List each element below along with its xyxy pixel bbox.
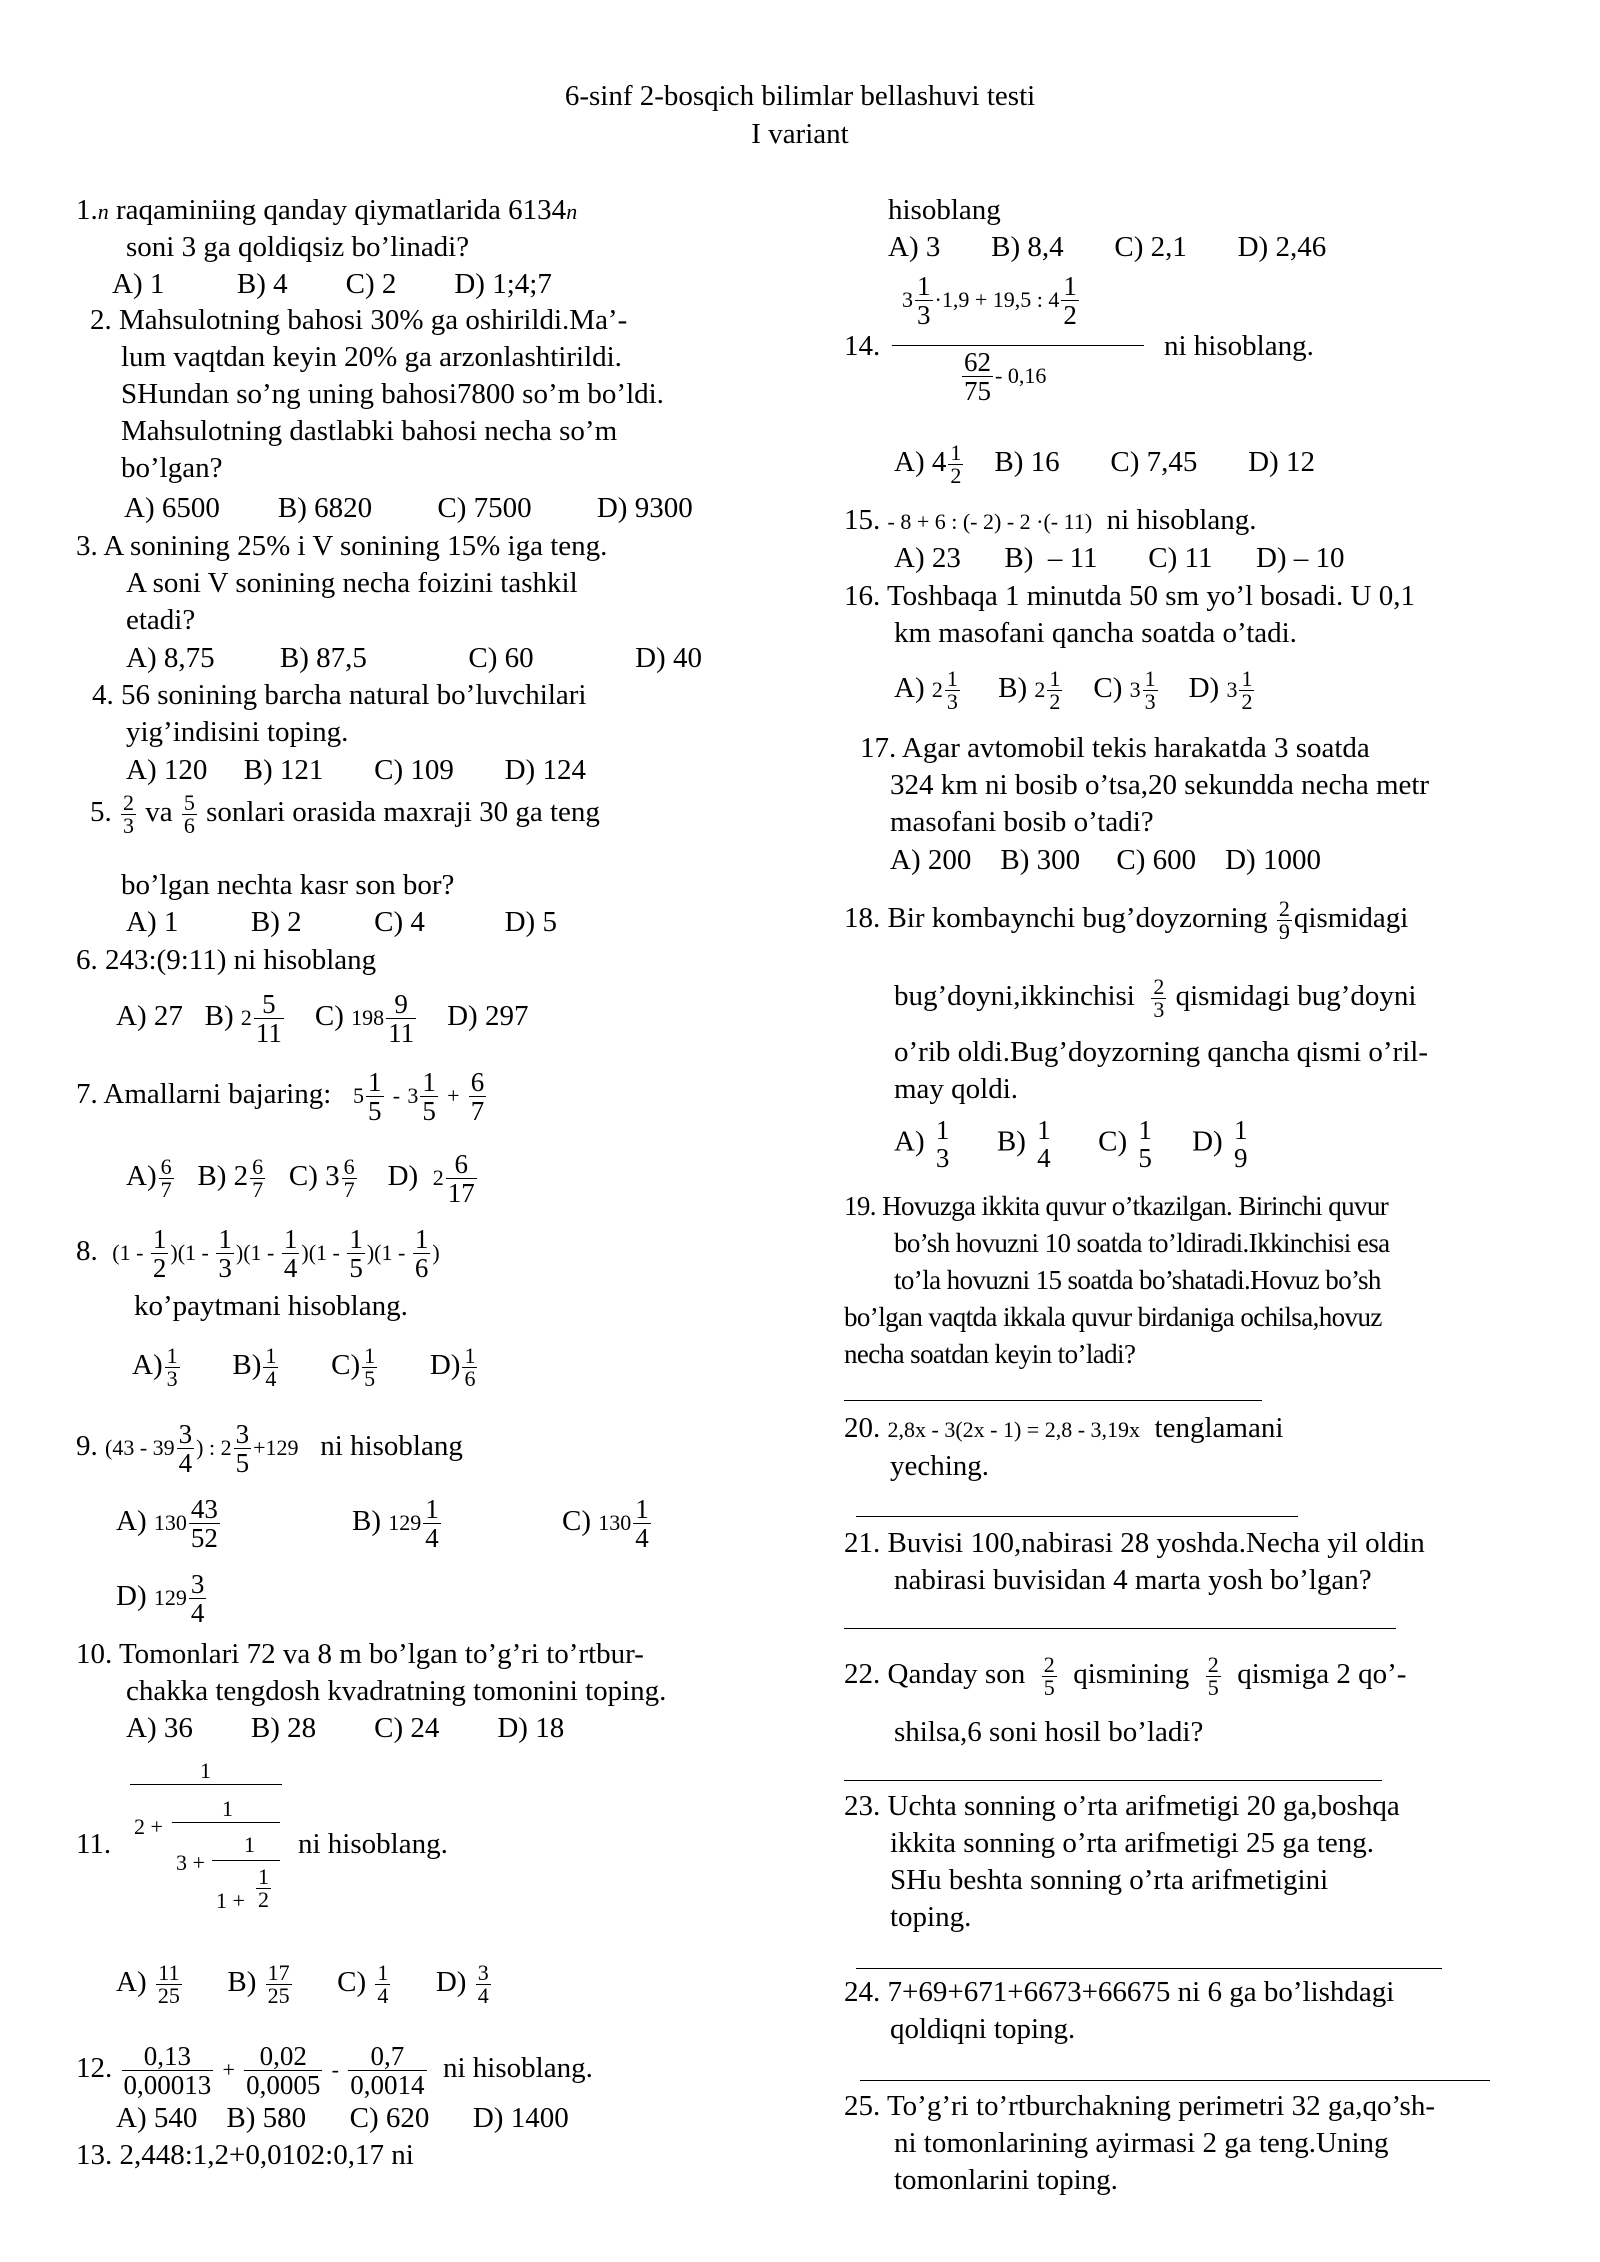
question-15: 15. - 8 + 6 : (- 2) - 2 ·(- 11) ni hisoblang. — [844, 504, 1257, 536]
question-19-line: bo’sh hovuzni 10 soatda to’ldiradi.Ikkinchisi esa — [894, 1228, 1390, 1258]
question-19: 19. Hovuzga ikkita quvur o’tkazilgan. Birinchi quvur — [844, 1191, 1389, 1221]
question-2-options: A) 6500 B) 6820 C) 7500 D) 9300 — [124, 492, 693, 524]
question-2: 2. Mahsulotning bahosi 30% ga oshirildi.Ma’- — [90, 304, 628, 336]
answer-line-21 — [844, 1628, 1396, 1629]
q14-denominator: $\frac{62}{75}$ - 0,16 — [964, 347, 1047, 406]
question-6-options: A) 27 B) 2 $\frac{5}{11}$ C) 198 $\frac{9}{11}$ D) 297 — [116, 989, 529, 1048]
question-21-line: nabirasi buvisidan 4 marta yosh bo’lgan? — [894, 1564, 1372, 1596]
question-10: 10. Tomonlari 72 va 8 m bo’lgan to’g’ri to’rtbur- — [76, 1638, 644, 1670]
question-16: 16. Toshbaqa 1 minutda 50 sm yo’l bosadi. U 0,1 — [844, 580, 1415, 612]
question-3-line: etadi? — [126, 604, 196, 636]
answer-line-20 — [856, 1516, 1298, 1517]
question-17: 17. Agar avtomobil tekis harakatda 3 soatda — [860, 732, 1370, 764]
question-18-line-3: o’rib oldi.Bug’doyzorning qancha qismi o’ril- — [894, 1036, 1428, 1068]
question-12-options: A) 540 B) 580 C) 620 D) 1400 — [116, 2102, 569, 2134]
question-13-options: A) 3 B) 8,4 C) 2,1 D) 2,46 — [888, 231, 1327, 263]
variant-label: I variant — [751, 118, 849, 150]
question-24-line: qoldiqni toping. — [890, 2013, 1076, 2045]
question-17-line: masofani bosib o’tadi? — [890, 806, 1154, 838]
question-17-line: 324 km ni bosib o’tsa,20 sekundda necha metr — [890, 769, 1430, 801]
question-1-line-2: soni 3 ga qoldiqsiz bo’linadi? — [126, 231, 470, 263]
cf-two-plus: 2 + — [134, 1814, 163, 1839]
question-14-tail: ni hisoblang. — [1164, 330, 1314, 362]
question-7: 7. Amallarni bajaring: 5 $\frac{1}{5}$ - 3 $\frac{1}{5}$ + $\frac{6}{7}$ — [76, 1067, 485, 1126]
question-18-line-2: bug’doyni,ikkinchisi $\frac{2}{3}$ qismidagi bug’doyni — [894, 974, 1417, 1022]
question-16-options: A) 2 $\frac{1}{3}$ B) 2 $\frac{1}{2}$ C) 3 $\frac{1}{3}$ D) 3 $\frac{1}{2}$ — [894, 666, 1253, 714]
cf-half: $\frac{1}{2}$ — [258, 1864, 269, 1912]
question-8: 8. (1 - $\frac{1}{2}$ )(1 - $\frac{1}{3}$ )(1 - $\frac{1}{4}$ )(1 - $\frac{1}{5}$ )(1 - $\frac{1}{6}$ ) — [76, 1224, 440, 1283]
question-23-line: SHu beshta sonning o’rta arifmetigini — [890, 1864, 1329, 1896]
question-13: 13. 2,448:1,2+0,0102:0,17 ni — [76, 2139, 414, 2171]
question-18: 18. Bir kombaynchi bug’doyzorning $\frac{2}{9}$ qismidagi — [844, 896, 1409, 944]
question-4-options: A) 120 B) 121 C) 109 D) 124 — [126, 754, 586, 786]
question-22-line-2: shilsa,6 soni hosil bo’ladi? — [894, 1716, 1204, 1748]
question-23: 23. Uchta sonning o’rta arifmetigi 20 ga,boshqa — [844, 1790, 1400, 1822]
question-19-line: bo’lgan vaqtda ikkala quvur birdaniga ochilsa,hovuz — [844, 1302, 1382, 1332]
question-9-option-c: C) 130 $\frac{1}{4}$ — [562, 1494, 649, 1553]
cf-one-plus: 1 + — [216, 1888, 245, 1913]
question-11-options: A) $\frac{11}{25}$ B) $\frac{17}{25}$ C) $\frac{1}{4}$ D) $\frac{3}{4}$ — [116, 1960, 489, 2008]
question-20: 20. 2,8x - 3(2x - 1) = 2,8 - 3,19x tenglamani — [844, 1412, 1284, 1444]
question-14-number: 14. — [844, 330, 881, 362]
cf-top-numerator: 1 — [200, 1758, 211, 1783]
question-10-line: chakka tengdosh kvadratning tomonini toping. — [126, 1675, 667, 1707]
question-3-line: A soni V sonining necha foizini tashkil — [126, 567, 578, 599]
answer-line-19 — [844, 1400, 1262, 1401]
answer-line-22 — [844, 1780, 1382, 1781]
question-23-line: toping. — [890, 1901, 972, 1933]
question-25: 25. To’g’ri to’rtburchakning perimetri 32 ga,qo’sh- — [844, 2090, 1435, 2122]
question-10-options: A) 36 B) 28 C) 24 D) 18 — [126, 1712, 565, 1744]
question-23-line: ikkita sonning o’rta arifmetigi 25 ga teng. — [890, 1827, 1375, 1859]
question-13-cont: hisoblang — [888, 194, 1001, 226]
question-16-line: km masofani qancha soatda o’tadi. — [894, 617, 1297, 649]
answer-line-23 — [856, 1968, 1442, 1969]
question-1-options: A) 1 B) 4 C) 2 D) 1;4;7 — [112, 268, 552, 300]
page-title: 6-sinf 2-bosqich bilimlar bellashuvi testi — [564, 80, 1036, 112]
question-8-options: A) $\frac{1}{3}$ B) $\frac{1}{4}$ C) $\frac{1}{5}$ D) $\frac{1}{6}$ — [132, 1343, 476, 1391]
answer-line-24 — [860, 2080, 1490, 2081]
question-9-options: A) 130 $\frac{43}{52}$ — [116, 1494, 218, 1553]
question-19-line: to’la hovuzni 15 soatda bo’shatadi.Hovuz bo’sh — [894, 1265, 1381, 1295]
question-9: 9. (43 - 39 $\frac{3}{4}$ ) : 2 $\frac{3}{5}$ +129 ni hisoblang — [76, 1419, 463, 1478]
question-3-options: A) 8,75 B) 87,5 C) 60 D) 40 — [126, 642, 702, 674]
cf-bar-2 — [172, 1822, 280, 1823]
cf-three-plus: 3 + — [176, 1850, 205, 1875]
question-11-tail: ni hisoblang. — [298, 1828, 448, 1860]
question-12: 12. $\frac{0,13}{0,00013}$ + $\frac{0,02}{0,0005}$ - $\frac{0,7}{0,0014}$ ni hisoblang. — [76, 2041, 593, 2100]
question-22: 22. Qanday son $\frac{2}{5}$ qismining $\frac{2}{5}$ qismiga 2 qo’- — [844, 1652, 1407, 1700]
question-8-line-2: ko’paytmani hisoblang. — [134, 1290, 408, 1322]
question-20-line-2: yeching. — [890, 1450, 990, 1482]
question-19-line: necha soatdan keyin to’ladi? — [844, 1339, 1136, 1369]
cf-main-bar — [130, 1784, 282, 1785]
question-4-line: yig’indisini toping. — [126, 716, 349, 748]
question-5: 5. $\frac{2}{3}$ va $\frac{5}{6}$ sonlari orasida maxraji 30 ga teng — [90, 790, 600, 838]
cf-num-2: 1 — [222, 1796, 233, 1821]
fraction: $\frac{5}{6}$ — [183, 790, 195, 838]
question-25-line: tomonlarini toping. — [894, 2164, 1118, 2196]
question-24: 24. 7+69+671+6673+66675 ni 6 ga bo’lishdagi — [844, 1976, 1395, 2008]
question-3: 3. A sonining 25% i V sonining 15% iga teng. — [76, 530, 608, 562]
question-21: 21. Buvisi 100,nabirasi 28 yoshda.Necha yil oldin — [844, 1527, 1425, 1559]
question-9-option-d: D) 129 $\frac{3}{4}$ — [116, 1569, 205, 1628]
question-11-number: 11. — [76, 1828, 112, 1860]
question-2-line: SHundan so’ng uning bahosi7800 so’m bo’ldi. — [121, 378, 664, 410]
q14-main-bar — [892, 345, 1144, 346]
question-2-line: bo’lgan? — [121, 452, 223, 484]
n-variable: n — [97, 199, 109, 224]
cf-bar-3 — [212, 1860, 280, 1861]
question-14-options: A) 4 $\frac{1}{2}$ B) 16 C) 7,45 D) 12 — [894, 440, 1315, 488]
question-6: 6. 243:(9:11) ni hisoblang — [76, 944, 377, 976]
question-9-option-b: B) 129 $\frac{1}{4}$ — [352, 1494, 439, 1553]
question-25-line: ni tomonlarining ayirmasi 2 ga teng.Uning — [894, 2127, 1389, 2159]
question-4: 4. 56 sonining barcha natural bo’luvchilari — [92, 679, 587, 711]
question-17-options: A) 200 B) 300 C) 600 D) 1000 — [890, 844, 1321, 876]
question-1: 1.n raqaminiing qanday qiymatlarida 6134n — [76, 194, 578, 226]
question-15-options: A) 23 B) – 11 C) 11 D) – 10 — [894, 542, 1345, 574]
question-2-line: Mahsulotning dastlabki bahosi necha so’m — [121, 415, 618, 447]
question-18-options: A) 1 3 B) 1 4 C) 1 5 D) 1 9 — [894, 1115, 1248, 1173]
question-5-line-2: bo’lgan nechta kasr son bor? — [121, 869, 455, 901]
fraction: $\frac{2}{3}$ — [123, 790, 134, 838]
question-7-options: A) $\frac{6}{7}$ B) 2 $\frac{6}{7}$ C) 3 $\frac{6}{7}$ D) 2 $\frac{6}{17}$ — [126, 1149, 475, 1208]
question-18-line-4: may qoldi. — [894, 1073, 1019, 1105]
cf-num-3: 1 — [244, 1832, 255, 1857]
q14-numerator: 3 $\frac{1}{3}$ ·1,9 + 19,5 : 4 $\frac{1}{2}$ — [902, 271, 1077, 330]
question-2-line: lum vaqtdan keyin 20% ga arzonlashtirildi. — [121, 341, 622, 373]
question-5-options: A) 1 B) 2 C) 4 D) 5 — [126, 906, 557, 938]
